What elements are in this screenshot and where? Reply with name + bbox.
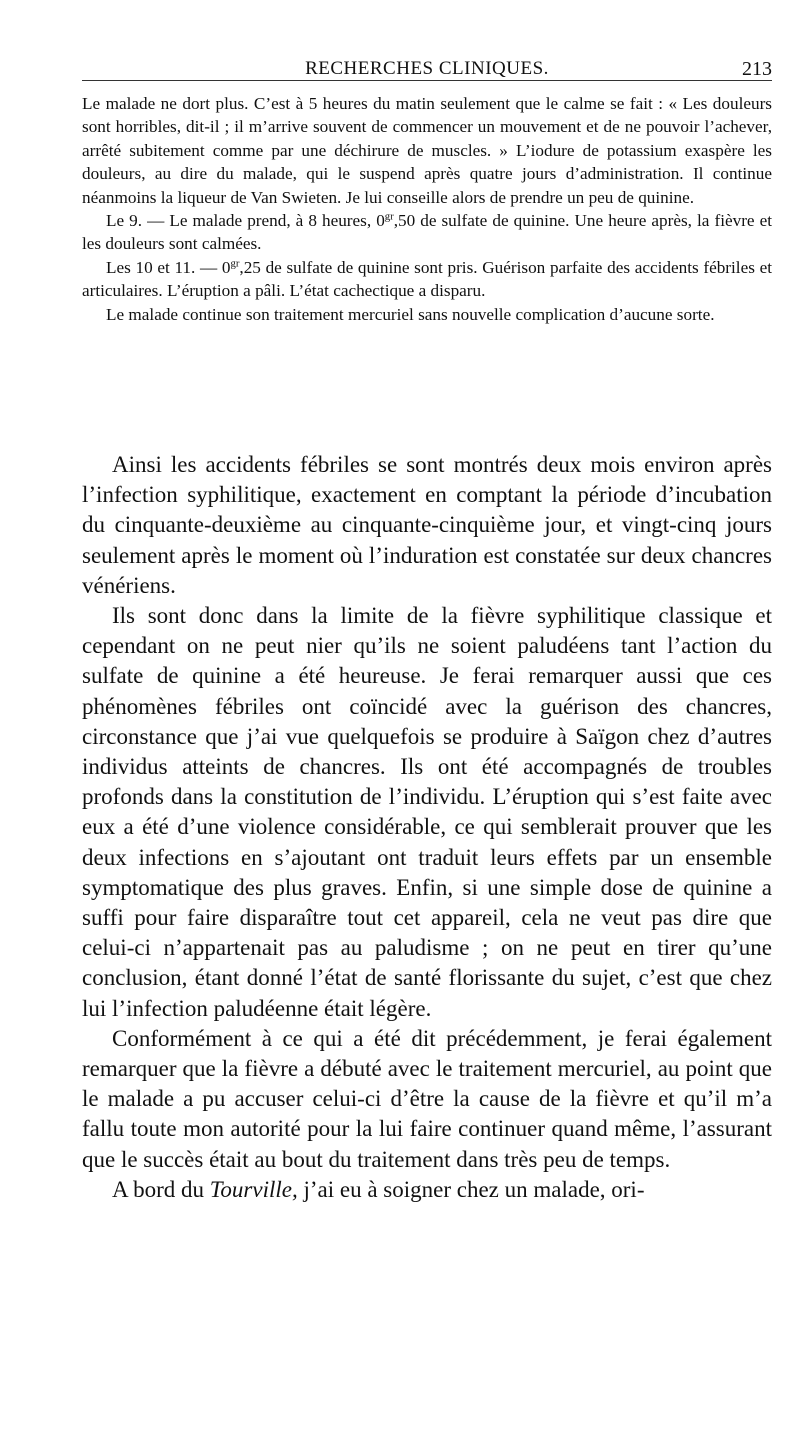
- note-paragraph: Le malade continue son traitement mercuriel sans nouvelle complication d’aucune sorte.: [106, 304, 715, 324]
- body-paragraph: Ils sont donc dans la limite de la fièvre syphilitique classique et cependant on ne peut nier qu’ils ne soient paludéens tant l’action du sulfate de quinine a été heureuse. Je ferai remarquer aussi que ces phénomènes fébriles ont coïncidé avec la guérison des chancres, circonstance que j’ai vue quelquefois se produire à Saïgon chez d’autres individus atteints de chancres. Ils ont été accompagnés de troubles profonds dans la constitution de l’individu. L’éruption qui s’est faite avec eux a été d’une violence considérable, ce qui semblerait prouver que les deux infections en s’ajoutant ont traduit leurs effets par un ensemble symptomatique des plus graves. Enfin, si une simple dose de quinine a suffi pour faire disparaître tout cet appareil, cela ne veut pas dire que celui-ci n’appartenait pas au paludisme ; on ne peut en tirer qu’une conclusion, étant donné l’état de santé florissante du sujet, c’est que chez lui l’infection paludéenne était légère.: [82, 603, 772, 1021]
- running-title: RECHERCHES CLINIQUES.: [305, 58, 549, 79]
- body-paragraph: A bord du Tourville, j’ai eu à soigner chez un malade, ori-: [112, 1176, 645, 1202]
- body-paragraph: Conformément à ce qui a été dit précédemment, je ferai également remarquer que la fièvre a débuté avec le traitement mercuriel, au point que le malade a pu accuser celui-ci d’être la cause de la fièvre et qu’il m’a fallu toute mon autorité pour la lui faire continuer quand même, l’assurant que le succès était au bout du traitement dans très peu de temps.: [82, 1025, 772, 1172]
- page-number: 213: [742, 58, 772, 80]
- body-paragraph: Ainsi les accidents fébriles se sont montrés deux mois environ après l’infection syphilitique, exactement en comptant la période d’incubation du cinquante-deuxième au cinquante-cinquième jour, et vingt-cinq jours seulement après le moment où l’induration est constatée sur deux chancres vénériens.: [82, 452, 772, 598]
- running-header: [82, 52, 772, 81]
- note-paragraph: Le malade ne dort plus. C’est à 5 heures du matin seulement que le calme se fait : « Les douleurs sont horribles, dit-il ; il m’arrive souvent de commencer un mouvement et de ne pouvoir l’achever, arrêté subitement comme par une déchirure de muscles. » L’iodure de potassium exaspère les douleurs, au dire du malade, qui le suspend après quatre jours d’administration. Il continue néanmoins la liqueur de Van Swieten. Je lui conseille alors de prendre un peu de quinine.: [82, 94, 772, 207]
- note-paragraph: Les 10 et 11. — $0^{gr},25$ de sulfate de quinine sont pris. Guérison parfaite des accidents fébriles et articulaires. L’éruption a pâli. L’état cachectique a disparu.: [82, 257, 772, 301]
- clinical-notes: [82, 92, 772, 326]
- ship-name: Tourville,: [209, 1176, 298, 1202]
- note-paragraph: Le 9. — Le malade prend, à 8 heures, $0^{gr},50$ de sulfate de quinine. Une heure après, la fièvre et les douleurs sont calmées.: [82, 211, 773, 254]
- main-text: [82, 450, 772, 1205]
